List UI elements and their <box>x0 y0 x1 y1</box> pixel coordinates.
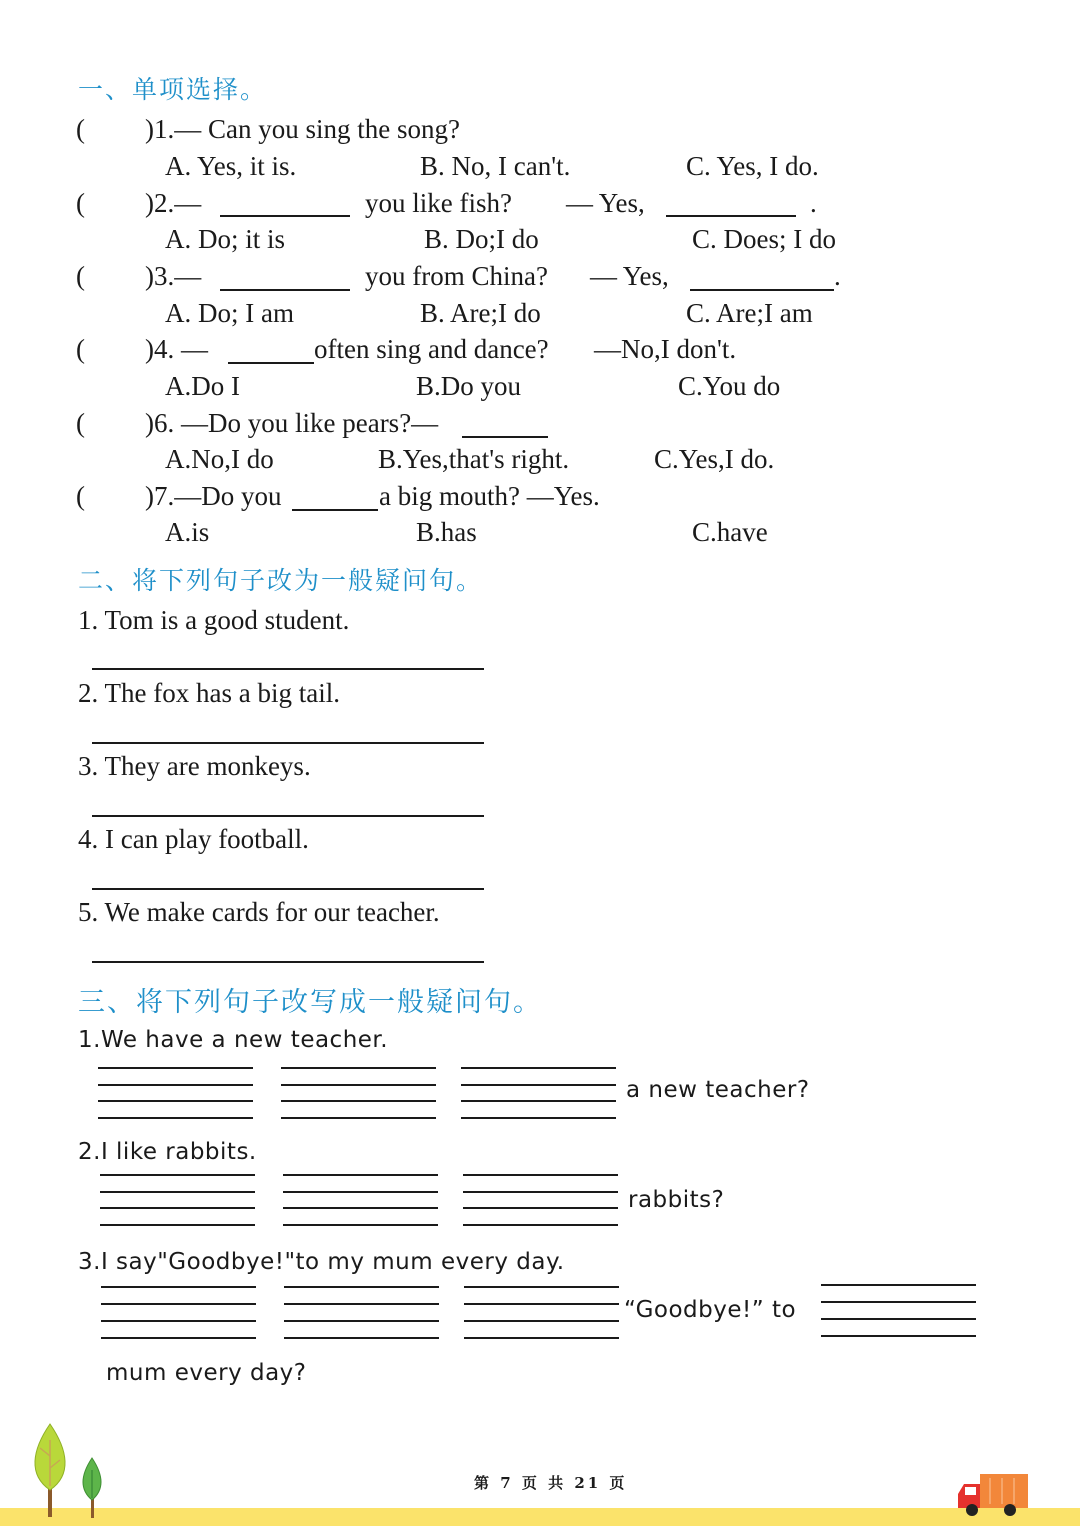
answer-line[interactable] <box>284 1337 439 1339</box>
answer-paren: ( <box>76 114 85 144</box>
answer-line[interactable] <box>283 1174 438 1176</box>
question-3-end: . <box>834 261 841 291</box>
question-2-end: . <box>810 188 817 218</box>
blank-line[interactable] <box>220 289 350 291</box>
question-7-text: a big mouth? —Yes. <box>379 481 600 511</box>
question-2: )2.— <box>145 188 202 218</box>
answer-line[interactable] <box>461 1100 616 1102</box>
option-c: C. Yes, I do. <box>686 151 819 181</box>
question-2-reply: — Yes, <box>566 188 645 218</box>
blank-line[interactable] <box>462 436 548 438</box>
question-3: )3.— <box>145 261 202 291</box>
answer-line[interactable] <box>461 1117 616 1119</box>
question-1: )1.— Can you sing the song? <box>145 114 460 144</box>
option-c: C. Are;I am <box>686 298 813 328</box>
question-7: )7.—Do you <box>145 481 282 511</box>
rewrite-2-tail: rabbits? <box>628 1187 725 1213</box>
answer-line[interactable] <box>98 1100 253 1102</box>
footer-bar <box>0 1508 1080 1526</box>
option-b: B. Do;I do <box>424 224 539 254</box>
answer-line[interactable] <box>284 1286 439 1288</box>
answer-paren: ( <box>76 408 85 438</box>
question-3-reply: — Yes, <box>590 261 669 291</box>
answer-line[interactable] <box>464 1303 619 1305</box>
option-c: C.have <box>692 517 768 547</box>
answer-line[interactable] <box>92 742 484 744</box>
sentence-1: 1. Tom is a good student. <box>78 605 350 635</box>
option-b: B. Are;I do <box>420 298 541 328</box>
answer-line[interactable] <box>821 1335 976 1337</box>
blank-line[interactable] <box>292 509 378 511</box>
answer-line[interactable] <box>100 1207 255 1209</box>
answer-line[interactable] <box>283 1207 438 1209</box>
answer-line[interactable] <box>98 1067 253 1069</box>
answer-line[interactable] <box>821 1318 976 1320</box>
answer-line[interactable] <box>92 888 484 890</box>
answer-line[interactable] <box>463 1191 618 1193</box>
option-b: B. No, I can't. <box>420 151 571 181</box>
answer-line[interactable] <box>101 1337 256 1339</box>
blank-line[interactable] <box>666 215 796 217</box>
answer-line[interactable] <box>101 1286 256 1288</box>
option-a: A.No,I do <box>165 444 274 474</box>
answer-paren: ( <box>76 481 85 511</box>
option-b: B.Yes,that's right. <box>378 444 570 474</box>
option-a: A. Yes, it is. <box>165 151 297 181</box>
rewrite-1-tail: a new teacher? <box>626 1077 810 1103</box>
question-3-text: you from China? <box>365 261 548 291</box>
section-3-heading: 三、将下列句子改写成一般疑问句。 <box>78 987 542 1018</box>
answer-line[interactable] <box>284 1320 439 1322</box>
answer-line[interactable] <box>283 1191 438 1193</box>
answer-line[interactable] <box>464 1286 619 1288</box>
option-a: A.is <box>165 517 210 547</box>
answer-line[interactable] <box>821 1284 976 1286</box>
answer-line[interactable] <box>98 1084 253 1086</box>
answer-paren: ( <box>76 188 85 218</box>
sentence-2: 2. The fox has a big tail. <box>78 678 340 708</box>
rewrite-sentence-1: 1.We have a new teacher. <box>78 1027 389 1053</box>
option-c: C.You do <box>678 371 781 401</box>
answer-line[interactable] <box>461 1067 616 1069</box>
answer-line[interactable] <box>98 1117 253 1119</box>
rewrite-sentence-3: 3.I say"Goodbye!"to my mum every day. <box>78 1249 565 1275</box>
blank-line[interactable] <box>690 289 834 291</box>
answer-line[interactable] <box>281 1067 436 1069</box>
answer-line[interactable] <box>464 1320 619 1322</box>
answer-paren: ( <box>76 334 85 364</box>
option-a: A. Do; it is <box>165 224 286 254</box>
option-a: A. Do; I am <box>165 298 294 328</box>
question-4-reply: —No,I don't. <box>594 334 737 364</box>
question-4: )4. — <box>145 334 208 364</box>
answer-line[interactable] <box>281 1100 436 1102</box>
answer-line[interactable] <box>100 1174 255 1176</box>
option-b: B.Do you <box>416 371 522 401</box>
question-4-text: often sing and dance? <box>314 334 549 364</box>
answer-paren: ( <box>76 261 85 291</box>
truck-icon <box>956 1470 1032 1518</box>
option-b: B.has <box>416 517 477 547</box>
blank-line[interactable] <box>220 215 350 217</box>
question-6: )6. —Do you like pears?— <box>145 408 439 438</box>
answer-line[interactable] <box>821 1301 976 1303</box>
sentence-4: 4. I can play football. <box>78 824 309 854</box>
question-2-text: you like fish? <box>365 188 512 218</box>
answer-line[interactable] <box>281 1084 436 1086</box>
answer-line[interactable] <box>100 1191 255 1193</box>
option-a: A.Do I <box>165 371 240 401</box>
option-c: C.Yes,I do. <box>654 444 775 474</box>
rewrite-3-tail: mum every day? <box>106 1360 307 1386</box>
tree-icon <box>24 1420 114 1520</box>
answer-line[interactable] <box>101 1320 256 1322</box>
answer-line[interactable] <box>281 1117 436 1119</box>
answer-line[interactable] <box>464 1337 619 1339</box>
section-1-heading: 一、单项选择。 <box>78 75 268 104</box>
rewrite-sentence-2: 2.I like rabbits. <box>78 1139 257 1165</box>
answer-line[interactable] <box>92 815 484 817</box>
answer-line[interactable] <box>463 1174 618 1176</box>
answer-line[interactable] <box>284 1303 439 1305</box>
answer-line[interactable] <box>92 668 484 670</box>
answer-line[interactable] <box>92 961 484 963</box>
answer-line[interactable] <box>100 1224 255 1226</box>
answer-line[interactable] <box>101 1303 256 1305</box>
sentence-5: 5. We make cards for our teacher. <box>78 897 440 927</box>
answer-line[interactable] <box>463 1207 618 1209</box>
option-c: C. Does; I do <box>692 224 836 254</box>
page-number: 第 7 页 共 21 页 <box>474 1474 628 1492</box>
section-2-heading: 二、将下列句子改为一般疑问句。 <box>78 566 484 595</box>
answer-line[interactable] <box>461 1084 616 1086</box>
sentence-3: 3. They are monkeys. <box>78 751 311 781</box>
answer-line[interactable] <box>283 1224 438 1226</box>
blank-line[interactable] <box>228 362 314 364</box>
answer-line[interactable] <box>463 1224 618 1226</box>
rewrite-3-mid: “Goodbye!” to <box>624 1297 797 1323</box>
